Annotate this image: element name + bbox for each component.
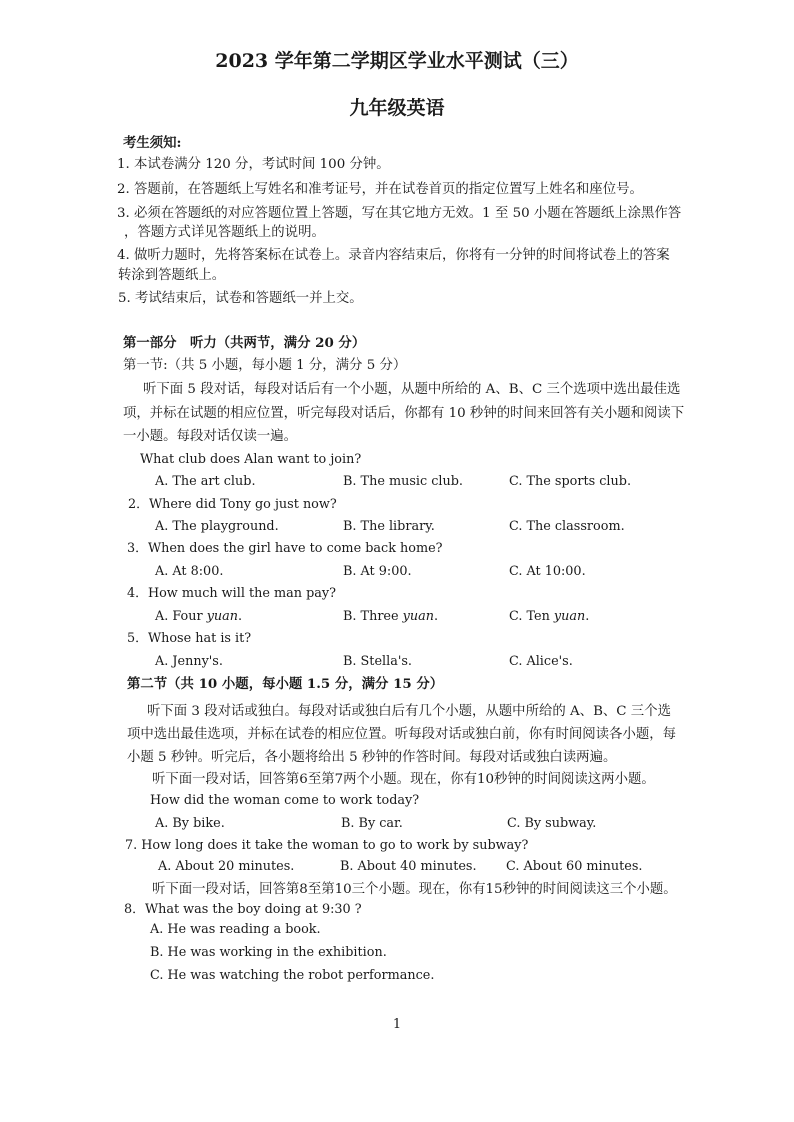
question-7: 7. How long does it take the woman to go to work by subway? — [125, 838, 529, 853]
question-8: 8．What was the boy doing at 9:30 ? — [124, 902, 362, 917]
notice-item: 3. 必须在答题纸的对应答题位置上答题，写在其它地方无效。1 至 50 小题在答题纸上涂黑作答 — [117, 206, 682, 221]
option-c: C. At 10:00. — [509, 564, 586, 579]
section2-heading: 第二节（共 10 小题，每小题 1.5 分，满分 15 分） — [127, 676, 444, 692]
notice-item: ，答题方式详见答题纸上的说明。 — [124, 225, 325, 240]
section1-instructions: 项，并标在试题的相应位置，听完每段对话后，你都有 10 秒钟的时间来回答有关小题和阅读下 — [123, 406, 685, 421]
notice-item: 转涂到答题纸上。 — [118, 268, 226, 283]
option-c: C. By subway. — [507, 816, 597, 831]
section1-instructions: 一小题。每段对话仅读一遍。 — [123, 429, 298, 444]
question-2: 2．Where did Tony go just now? — [128, 497, 337, 512]
question-4: 4．How much will the man pay? — [127, 586, 336, 601]
notice-item: 1. 本试卷满分 120 分，考试时间 100 分钟。 — [117, 157, 390, 172]
option-b: B. The music club. — [343, 474, 463, 489]
option-b: B. About 40 minutes. — [340, 859, 477, 874]
notice-item: 4. 做听力题时，先将答案标在试卷上。录音内容结束后，你将有一分钟的时间将试卷上的答案 — [117, 248, 670, 263]
option-b: B. Stella's. — [343, 654, 412, 669]
question-1: What club does Alan want to join? — [140, 452, 362, 467]
option-b: B. Three yuan. — [343, 609, 439, 624]
question-6: How did the woman come to work today? — [150, 793, 420, 808]
option-c: C. Alice's. — [509, 654, 573, 669]
question-5: 5．Whose hat is it? — [127, 631, 252, 646]
option-a: A. Jenny's. — [155, 654, 223, 669]
option-a: A. The art club. — [155, 474, 256, 489]
option-b: B. At 9:00. — [343, 564, 412, 579]
exam-subject: 九年级英语 — [349, 97, 445, 119]
section2-instructions: 小题 5 秒钟。听完后，各小题将给出 5 秒钟的作答时间。每段对话或独白读两遍。 — [127, 750, 617, 765]
option-b: B. By car. — [341, 816, 403, 831]
option-a: A. He was reading a book. — [150, 922, 321, 937]
option-b: B. The library. — [343, 519, 435, 534]
notice-item: 5. 考试结束后，试卷和答题纸一并上交。 — [118, 291, 363, 306]
option-a: A. The playground. — [155, 519, 279, 534]
section2-instructions: 项中选出最佳选项，并标在试卷的相应位置。听每段对话或独白前，你有时间阅读各小题，每 — [127, 727, 677, 742]
option-a: A. At 8:00. — [155, 564, 224, 579]
option-c: C. About 60 minutes. — [506, 859, 643, 874]
option-c: C. Ten yuan. — [509, 609, 590, 624]
section1-instructions: 听下面 5 段对话，每段对话后有一个小题，从题中所给的 A、B、C 三个选项中选出最佳选 — [143, 382, 681, 397]
option-b: B. He was working in the exhibition. — [150, 945, 387, 960]
option-a: A. About 20 minutes. — [158, 859, 295, 874]
section2-instructions: 听下面 3 段对话或独白。每段对话或独白后有几个小题，从题中所给的 A、B、C 三个选 — [147, 704, 671, 719]
option-c: C. The classroom. — [509, 519, 625, 534]
notice-heading: 考生须知: — [123, 135, 182, 151]
section1-heading: 第一节:（共 5 小题，每小题 1 分，满分 5 分） — [123, 358, 407, 373]
part1-heading: 第一部分 听力（共两节，满分 20 分） — [123, 335, 366, 351]
exam-title: 2023 学年第二学期区学业水平测试（三） — [215, 50, 579, 72]
dialog-intro: 听下面一段对话，回答第6至第7两个小题。现在，你有10秒钟的时间阅读这两小题。 — [152, 772, 655, 787]
option-c: C. The sports club. — [509, 474, 632, 489]
dialog-intro: 听下面一段对话，回答第8至第10三个小题。现在，你有15秒钟的时间阅读这三个小题。 — [152, 882, 677, 897]
question-3: 3．When does the girl have to come back home? — [127, 541, 443, 556]
page-number: 1 — [392, 1017, 402, 1032]
option-a: A. By bike. — [155, 816, 225, 831]
option-c: C. He was watching the robot performance. — [150, 968, 435, 983]
notice-item: 2. 答题前，在答题纸上写姓名和准考证号，并在试卷首页的指定位置写上姓名和座位号。 — [117, 182, 643, 197]
option-a: A. Four yuan. — [155, 609, 243, 624]
